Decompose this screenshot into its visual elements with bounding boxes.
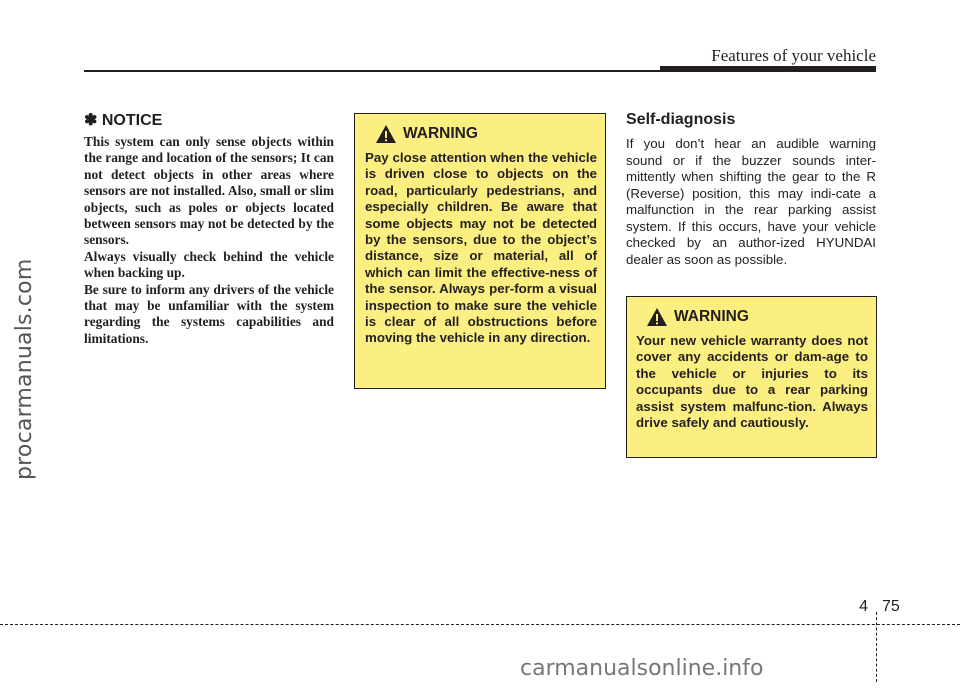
page-number: 75 [882,598,900,615]
warning-title: WARNING [674,308,749,325]
self-diagnosis-heading: Self-diagnosis [626,111,736,128]
warning-box-proximity [354,113,606,389]
warning-text: Pay close attention when the vehicle is driven close to objects on the road, particularly pedestrians, and especially children. Be aware that some objects may not be detected by the sensors, due to the object’s distance, size or material, all of which can limit the effective-ness of the sensor. Always per-form a visual inspection to make sure the vehicle is clear of all obstructions before moving the vehicle in any direction. [365,150,597,346]
warning-text: Your new vehicle warranty does not cover any accidents or dam-age to the vehicle or injuries to its occupants due to a rear parking assist system malfunc-tion. Always drive safely and cautiously. [636,333,868,431]
warning-box-warranty [626,296,877,458]
warning-title-row [365,122,597,146]
warning-title-row [636,305,868,329]
self-diagnosis-body: If you don’t hear an audible warning sound or if the buzzer sounds inter-mittently when shifting the gear to the R (Reverse) position, this may indi-cate a malfunction in the rear parking assist system. If this occurs, have your vehicle checked by an author-ized HYUNDAI dealer as soon as possible. [626,136,876,267]
warning-triangle-icon [646,307,668,327]
notice-heading: ✽ NOTICE [84,112,163,129]
header-rule-accent [660,66,876,72]
warning-triangle-icon [375,124,397,144]
watermark-left: procarmanuals.com [12,258,37,480]
notice-paragraph: This system can only sense objects within the range and location of the sensors; It can not detect objects in other areas where sensors are not installed. Also, small or slim objects, such as poles or objects located between sensors may not be detected by the sensors. [84,134,334,248]
watermark-bottom: carmanualsonline.info [520,656,764,681]
chapter-number: 4 [859,598,868,615]
footer-divider [876,612,877,682]
warning-title: WARNING [403,125,478,142]
notice-paragraph: Be sure to inform any drivers of the vehicle that may be unfamiliar with the system regarding the systems capabilities and limitations. [84,281,334,346]
notice-body [84,134,334,347]
footer-rule [0,624,960,625]
header-title: Features of your vehicle [711,46,876,65]
notice-paragraph: Always visually check behind the vehicle when backing up. [84,248,334,281]
